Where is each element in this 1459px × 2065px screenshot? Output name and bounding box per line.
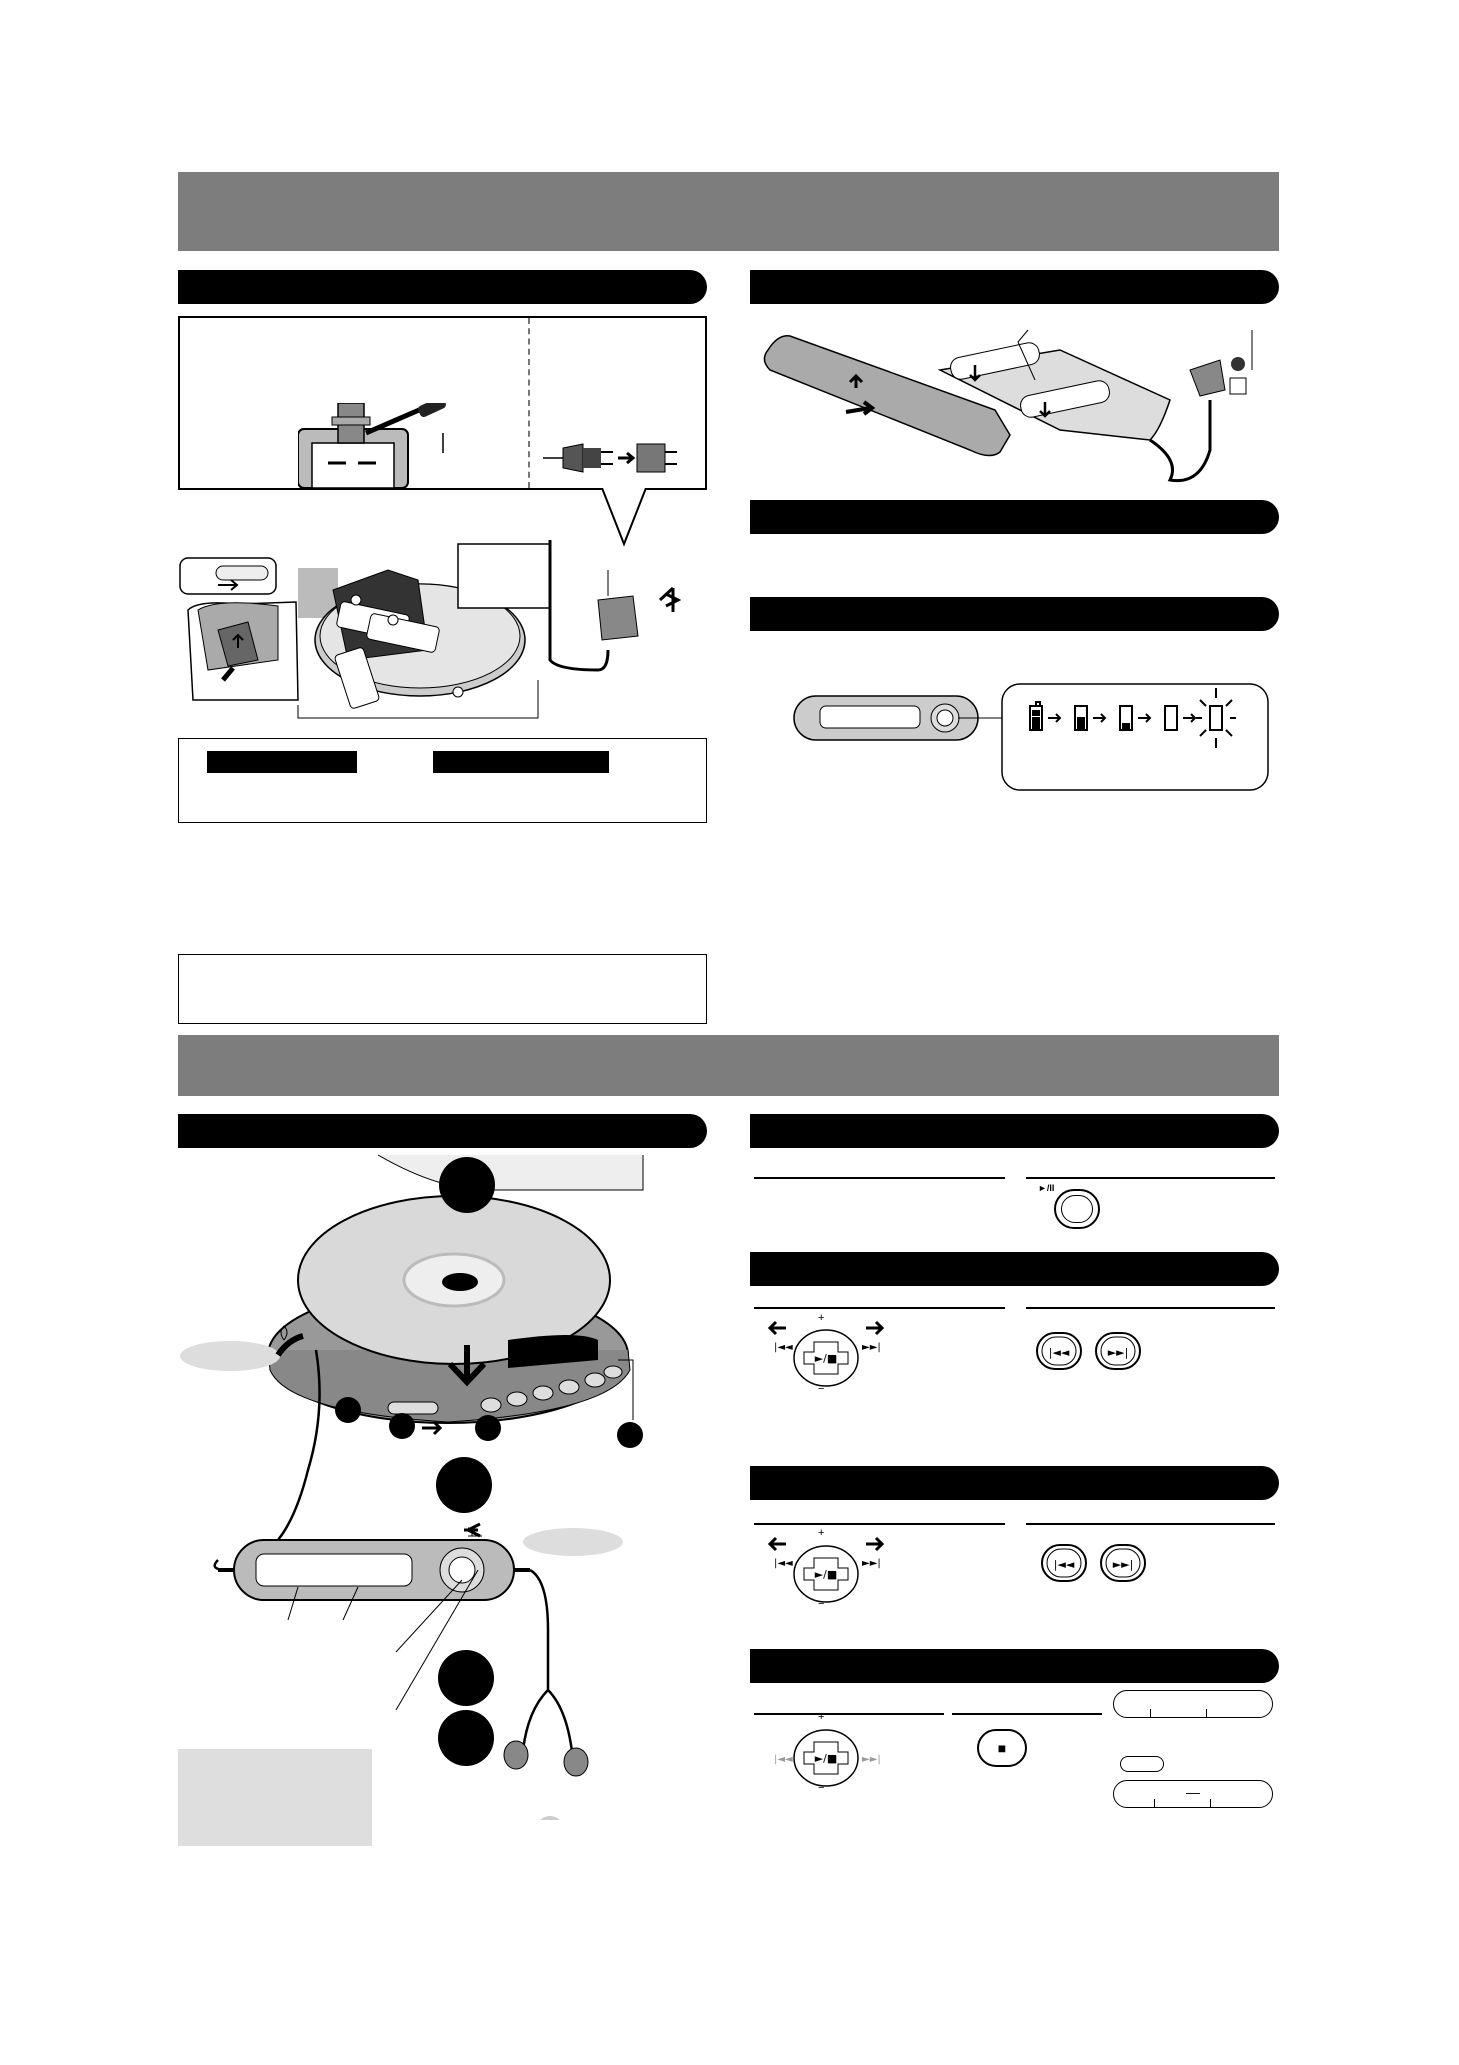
battery-level-illustration xyxy=(790,682,1270,792)
svg-text:►/■: ►/■ xyxy=(814,1568,838,1581)
display-dash: — xyxy=(1186,1784,1200,1800)
play-pause-symbol: ►/II xyxy=(1038,1183,1055,1193)
stop-rule-mid xyxy=(952,1713,1102,1715)
remote-minus-search: − xyxy=(818,1598,825,1610)
svg-text:►►|: ►►| xyxy=(1112,1558,1134,1571)
note-callout-box xyxy=(178,1749,372,1846)
section-bar-ac-adaptor xyxy=(750,500,1279,534)
svg-text:►►|: ►►| xyxy=(1107,1346,1129,1359)
play-rule-right xyxy=(1026,1177,1275,1179)
section-bar-search xyxy=(750,1466,1279,1500)
voltage-selector-box xyxy=(178,316,707,490)
display-strip-bottom xyxy=(1113,1780,1273,1808)
cd-player-illustration xyxy=(178,1150,738,1820)
remote-plus-skip: + xyxy=(818,1312,825,1324)
section-bar-batteries xyxy=(750,270,1279,304)
section-bar-skip xyxy=(750,1252,1279,1286)
box-divider xyxy=(528,318,530,488)
search-forward-button[interactable] xyxy=(1099,1543,1147,1583)
remote-jog-stop-icon[interactable] xyxy=(766,1718,886,1798)
play-rule-left xyxy=(754,1177,1005,1179)
svg-text:|◄◄: |◄◄ xyxy=(774,1754,793,1765)
remote-plus-stop: + xyxy=(818,1711,825,1723)
search-rule-left xyxy=(754,1523,1005,1525)
svg-text:►►|: ►►| xyxy=(862,1342,881,1353)
stop-button[interactable] xyxy=(977,1729,1027,1767)
skip-back-button[interactable] xyxy=(1035,1331,1083,1371)
display-strip-top xyxy=(1113,1690,1273,1718)
play-pause-button[interactable] xyxy=(1054,1189,1100,1229)
skip-rule-right xyxy=(1026,1307,1275,1309)
remote-jog-skip-icon[interactable] xyxy=(766,1318,886,1398)
svg-text:|◄◄: |◄◄ xyxy=(774,1558,793,1569)
middle-banner xyxy=(178,1035,1279,1096)
remote-plus-search: + xyxy=(818,1527,825,1539)
remote-minus-skip: − xyxy=(818,1383,825,1395)
notes-box-plain xyxy=(178,954,707,1024)
skip-rule-left xyxy=(754,1307,1005,1309)
skip-forward-button[interactable] xyxy=(1094,1331,1142,1371)
top-banner xyxy=(178,172,1279,251)
svg-text:►/■: ►/■ xyxy=(814,1352,838,1365)
tab-label-left xyxy=(207,751,357,773)
plug-adaptor-icon xyxy=(543,438,693,488)
svg-text:►/■: ►/■ xyxy=(814,1752,838,1765)
svg-text:►►|: ►►| xyxy=(862,1754,881,1765)
svg-text:|◄◄: |◄◄ xyxy=(1053,1558,1075,1571)
voltage-selector-illustration xyxy=(298,403,468,488)
section-bar-stop xyxy=(750,1649,1279,1683)
tab-label-right xyxy=(433,751,609,773)
search-rule-right xyxy=(1026,1523,1275,1525)
remote-minus-stop: − xyxy=(818,1782,825,1794)
section-bar-battery-indicator xyxy=(750,597,1279,631)
svg-text:|◄◄: |◄◄ xyxy=(774,1342,793,1353)
stop-symbol: ■ xyxy=(997,1740,1007,1756)
stop-rule-left xyxy=(754,1713,944,1715)
remote-jog-search-icon[interactable] xyxy=(766,1534,886,1614)
player-battery-illustration xyxy=(178,540,698,720)
search-back-button[interactable] xyxy=(1040,1543,1088,1583)
section-bar-power-supply xyxy=(178,270,707,304)
notes-box-tabs xyxy=(178,738,707,823)
section-bar-play xyxy=(750,1114,1279,1148)
display-small-pill xyxy=(1120,1756,1164,1772)
svg-text:|◄◄: |◄◄ xyxy=(1048,1346,1070,1359)
svg-text:►►|: ►►| xyxy=(862,1558,881,1569)
callout-pointer xyxy=(600,488,650,548)
section-bar-playing xyxy=(178,1114,707,1148)
battery-pack-illustration xyxy=(760,320,1280,490)
